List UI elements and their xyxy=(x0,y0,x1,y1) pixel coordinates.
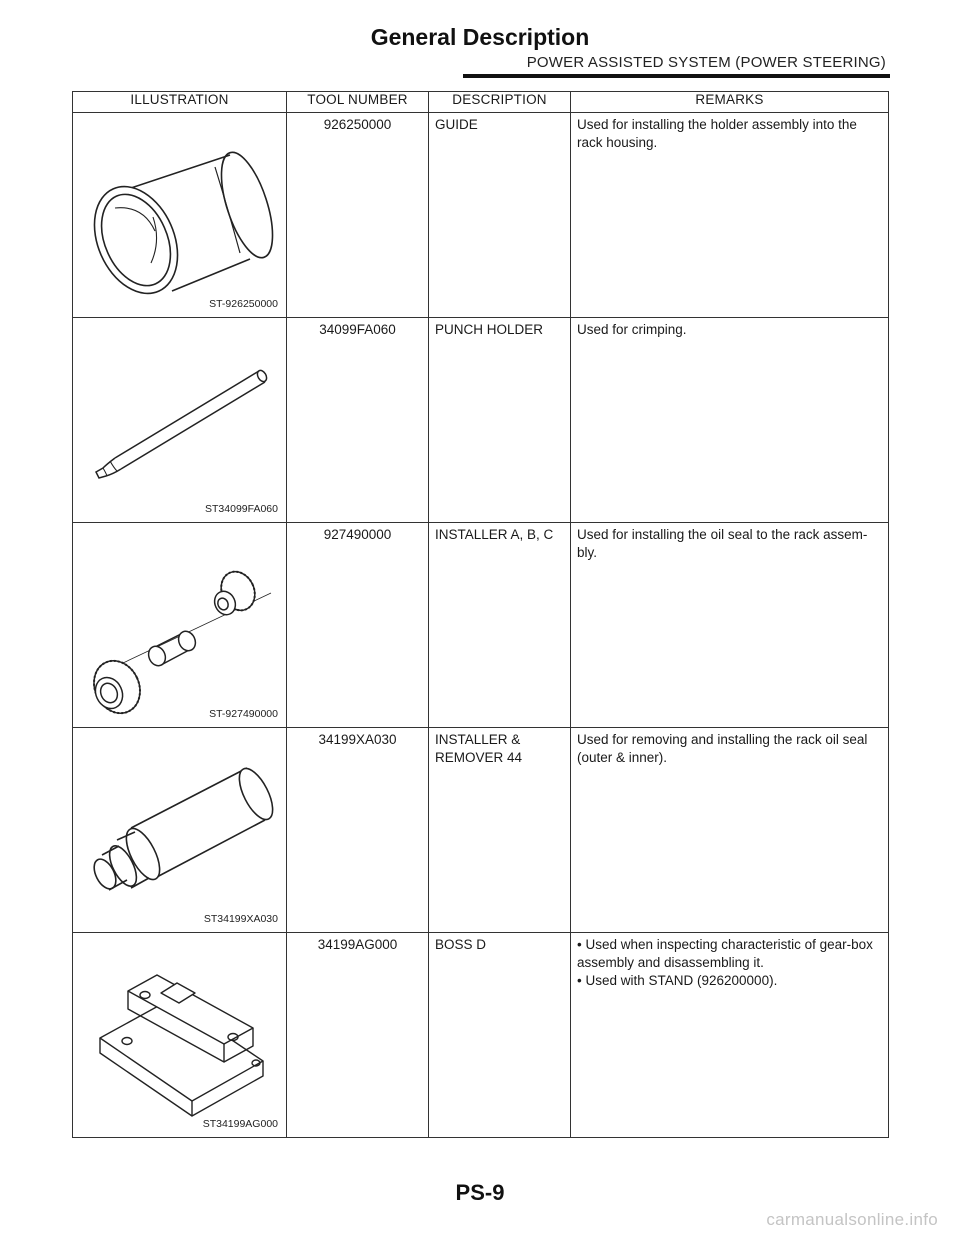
guide-tool-icon xyxy=(73,113,287,318)
remark-line: Used for installing the oil seal to the rack assem-bly. xyxy=(577,527,868,560)
illustration-cell xyxy=(73,728,287,933)
table-row xyxy=(73,933,889,1138)
tool-number: 34099FA060 xyxy=(287,318,429,523)
tool-number: 34199XA030 xyxy=(287,728,429,933)
installer-set-icon xyxy=(73,523,287,728)
header-rule xyxy=(463,74,890,78)
remark-line: Used for crimping. xyxy=(577,322,687,337)
tool-remarks xyxy=(571,113,889,318)
remark-line: • Used when inspecting characteristic of gear-box assembly and disassembling it. xyxy=(577,937,873,970)
table-header-row xyxy=(73,92,889,113)
tool-remarks xyxy=(571,318,889,523)
page-number: PS-9 xyxy=(455,1180,505,1205)
column-header-tool-number: TOOL NUMBER xyxy=(287,92,429,113)
special-tools-table xyxy=(72,91,889,1138)
tool-number: 926250000 xyxy=(287,113,429,318)
tool-number: 927490000 xyxy=(287,523,429,728)
remark-line: • Used with STAND (926200000). xyxy=(577,973,778,988)
boss-d-icon xyxy=(73,933,287,1138)
tool-description: BOSS D xyxy=(429,933,571,1138)
tool-remarks xyxy=(571,523,889,728)
tool-description: INSTALLER & REMOVER 44 xyxy=(429,728,571,933)
tool-description: PUNCH HOLDER xyxy=(429,318,571,523)
illustration-code: ST34199AG000 xyxy=(202,1118,278,1130)
table-row xyxy=(73,728,889,933)
tool-description: INSTALLER A, B, C xyxy=(429,523,571,728)
illustration-code: ST34099FA060 xyxy=(205,503,278,515)
column-header-illustration: ILLUSTRATION xyxy=(73,92,287,113)
tool-remarks xyxy=(571,933,889,1138)
illustration-cell xyxy=(73,523,287,728)
column-header-description: DESCRIPTION xyxy=(429,92,571,113)
illustration-cell xyxy=(73,113,287,318)
illustration-code: ST-926250000 xyxy=(209,298,278,310)
table-row xyxy=(73,523,889,728)
installer-remover-icon xyxy=(73,728,287,933)
table-row xyxy=(73,113,889,318)
illustration-cell xyxy=(73,318,287,523)
remark-line: Used for installing the holder assembly into the rack housing. xyxy=(577,117,857,150)
illustration-code: ST34199XA030 xyxy=(203,913,278,925)
section-subtitle: POWER ASSISTED SYSTEM (POWER STEERING) xyxy=(526,54,886,71)
column-header-remarks: REMARKS xyxy=(571,92,889,113)
watermark-text: carmanualsonline.info xyxy=(766,1210,938,1229)
tool-number: 34199AG000 xyxy=(287,933,429,1138)
table-row xyxy=(73,318,889,523)
punch-holder-icon xyxy=(73,318,287,523)
tool-remarks xyxy=(571,728,889,933)
remark-line: Used for removing and installing the rack oil seal (outer & inner). xyxy=(577,732,868,765)
illustration-code: ST-927490000 xyxy=(209,708,278,720)
page-title: General Description xyxy=(370,24,590,50)
illustration-cell xyxy=(73,933,287,1138)
tool-description: GUIDE xyxy=(429,113,571,318)
